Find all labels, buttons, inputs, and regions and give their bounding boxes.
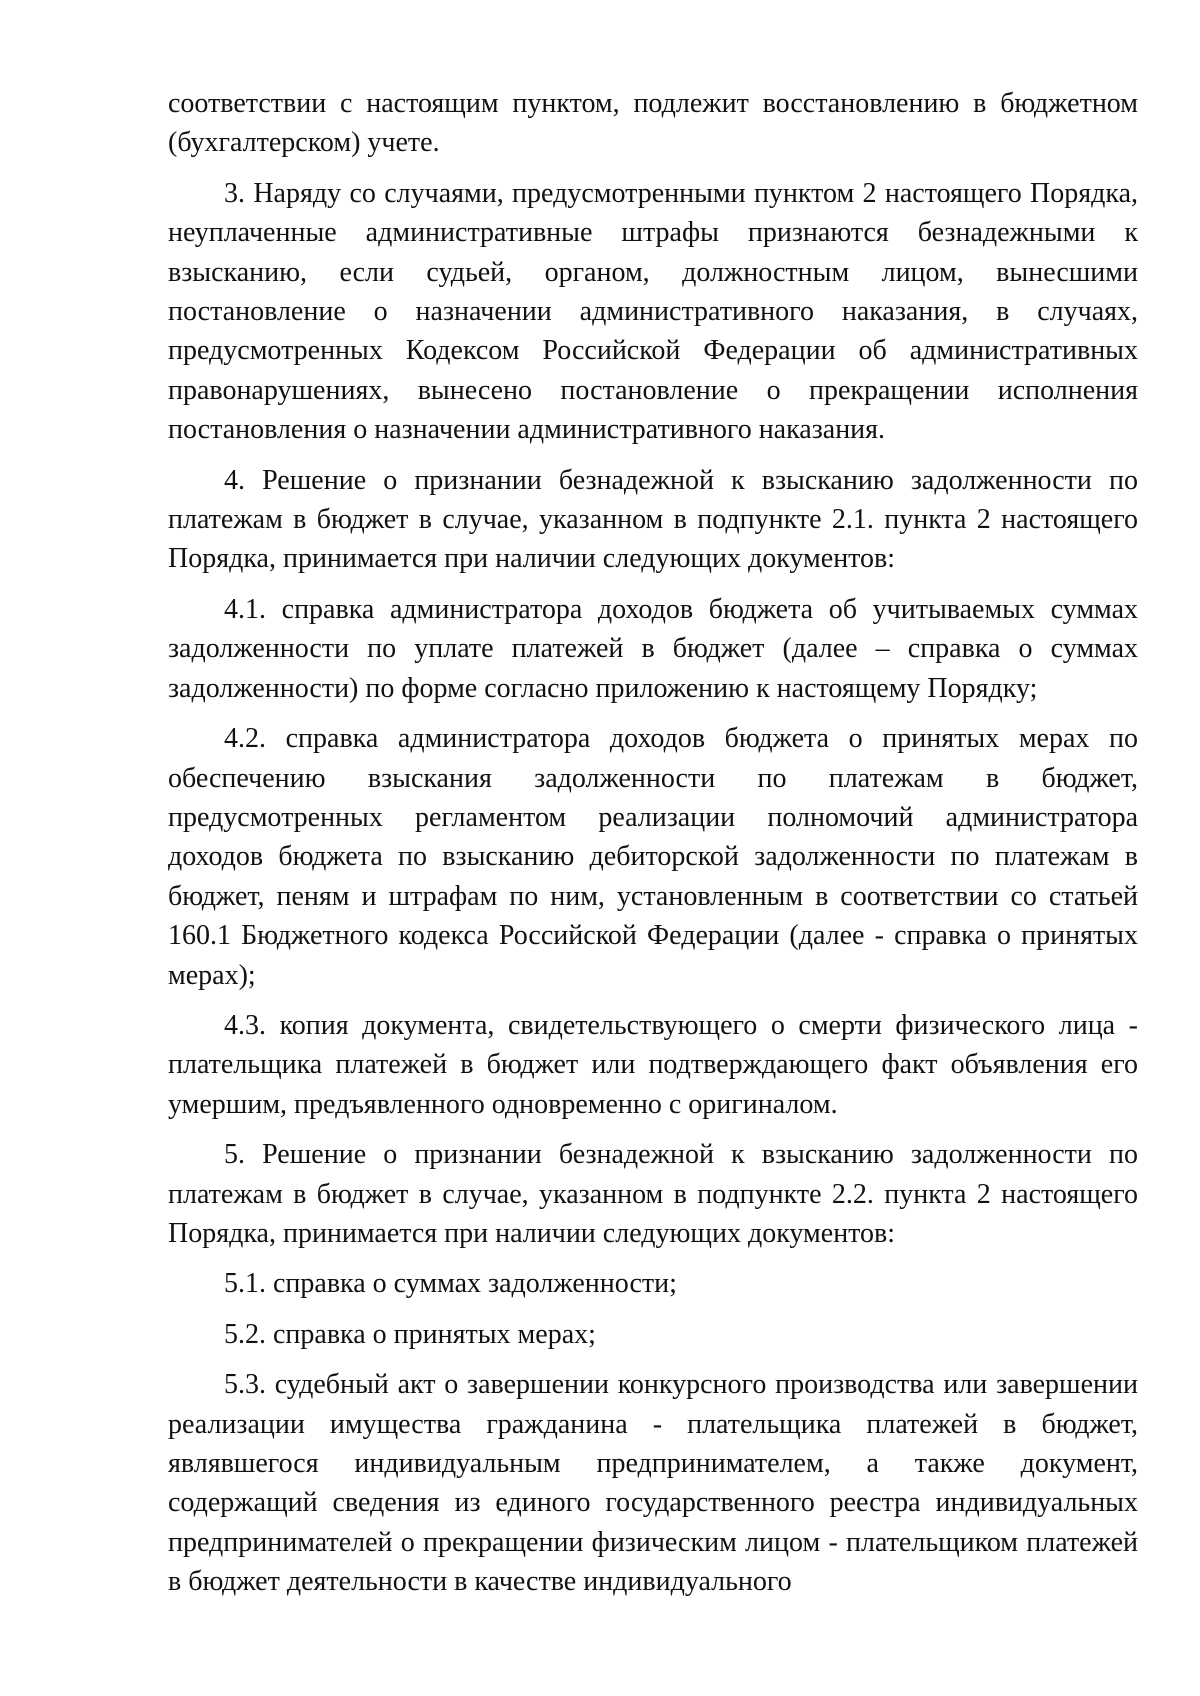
document-page (168, 84, 1138, 1613)
paragraph-continuation: соответствии с настоящим пунктом, подлежит восстановлению в бюджетном (бухгалтерском) учете. (168, 88, 1138, 159)
paragraph-4-2: 4.2. справка администратора доходов бюджета о принятых мерах по обеспечению взыскания задолженности по платежам в бюджет, предусмотренных регламентом реализации полномочий администратора доходов бюджета по взысканию дебиторской задолженности по платежам в бюджет, пеням и штрафам по ним, установленным в соответствии со статьей 160.1 Бюджетного кодекса Российской Федерации (далее - справка о принятых мерах); (168, 723, 1138, 991)
paragraph-4: 4. Решение о признании безнадежной к взысканию задолженности по платежам в бюджет в случае, указанном в подпункте 2.1. пункта 2 настоящего Порядка, принимается при наличии следующих документов: (168, 464, 1138, 575)
paragraph-5-2: 5.2. справка о принятых мерах; (224, 1318, 596, 1350)
paragraph-5-1: 5.1. справка о суммах задолженности; (224, 1268, 677, 1300)
paragraph-5-3: 5.3. судебный акт о завершении конкурсного производства или завершении реализации имущества гражданина - плательщика платежей в бюджет, являвшегося индивидуальным предпринимателем, а также документ, содержащий сведения из единого государственного реестра индивидуальных предпринимателей о прекращении физическим лицом - плательщиком платежей в бюджет деятельности в качестве индивидуального (168, 1369, 1138, 1598)
paragraph-4-1: 4.1. справка администратора доходов бюджета об учитываемых суммах задолженности по уплате платежей в бюджет (далее – справка о суммах задолженности) по форме согласно приложению к настоящему Порядку; (168, 593, 1138, 704)
paragraph-4-3: 4.3. копия документа, свидетельствующего о смерти физического лица - плательщика платежей в бюджет или подтверждающего факт объявления его умершим, предъявленного одновременно с оригиналом. (168, 1009, 1138, 1120)
paragraph-3: 3. Наряду со случаями, предусмотренными пунктом 2 настоящего Порядка, неуплаченные административные штрафы признаются безнадежными к взысканию, если судьей, органом, должностным лицом, вынесшими постановление о назначении административного наказания, в случаях, предусмотренных Кодексом Российской Федерации об административных правонарушениях, вынесено постановление о прекращении исполнения постановления о назначении административного наказания. (168, 177, 1138, 446)
paragraph-5: 5. Решение о признании безнадежной к взысканию задолженности по платежам в бюджет в случае, указанном в подпункте 2.2. пункта 2 настоящего Порядка, принимается при наличии следующих документов: (168, 1139, 1138, 1249)
